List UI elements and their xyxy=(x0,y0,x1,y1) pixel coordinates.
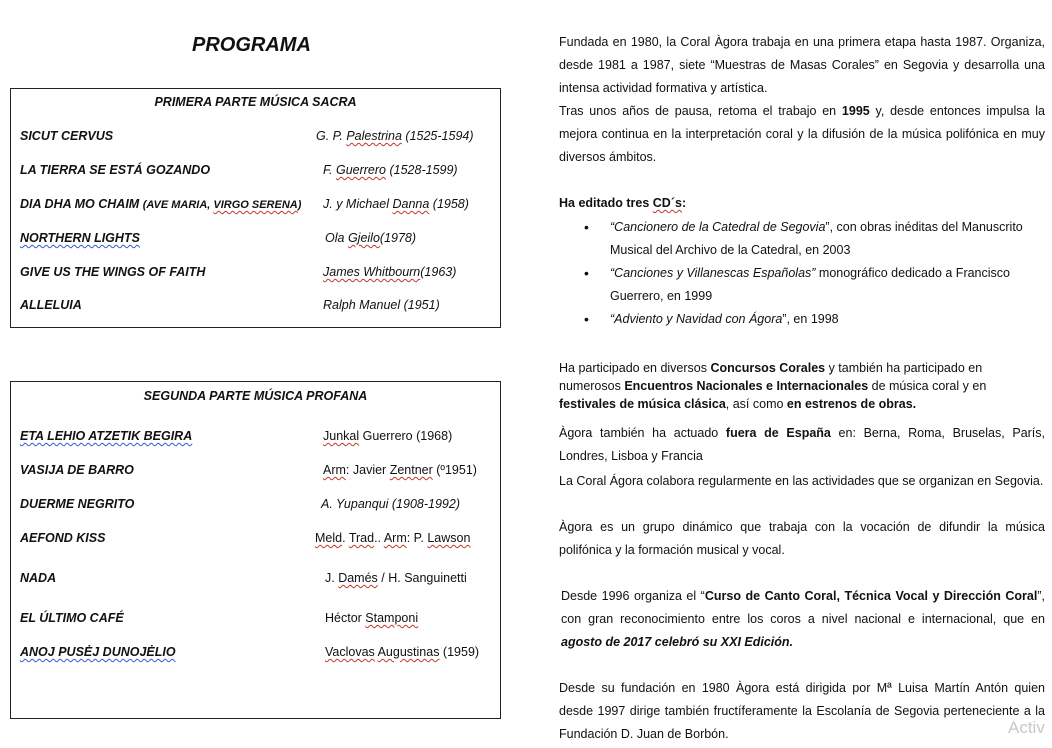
part2-piece-title: DUERME NEGRITO xyxy=(20,497,135,511)
cds-heading: Ha editado tres CD´s: xyxy=(559,196,687,210)
part1-box xyxy=(10,88,501,328)
cd-item: • “Cancionero de la Catedral de Segovia”, con obras inéditas del Manuscrito Musical del Archivo de la Catedral, en 2003 xyxy=(559,216,1045,262)
part2-piece-title: ETA LEHIO ATZETIK BEGIRA xyxy=(20,429,193,443)
part2-piece-composer: A. Yupanqui (1908-1992) xyxy=(321,497,460,511)
part2-piece-composer: Junkal Guerrero (1968) xyxy=(323,429,453,443)
course-paragraph: Desde 1996 organiza el “Curso de Canto Coral, Técnica Vocal y Dirección Coral”, con gran reconocimiento entre los coros a nivel nacional e internacional, que en agosto de 2017 celebró su XXI Edición. xyxy=(561,589,1045,649)
cd-item: • “Adviento y Navidad con Ágora”, en 1998 xyxy=(559,308,1045,331)
abroad-paragraph: Àgora también ha actuado fuera de España en: Berna, Roma, Bruselas, París, Londres, Lisboa y Francia xyxy=(559,426,1046,463)
part1-piece-title: DIA DHA MO CHAIM (AVE MARIA, VIRGO SERENA) xyxy=(20,197,302,211)
part2-piece-title: NADA xyxy=(20,571,57,585)
part2-header: SEGUNDA PARTE MÚSICA PROFANA xyxy=(143,389,368,403)
part2-piece-composer: J. Damés / H. Sanguinetti xyxy=(325,571,467,585)
part2-piece-composer: Arm: Javier Zentner (º1951) xyxy=(323,463,477,477)
cd-item: • “Canciones y Villanescas Españolas” monográfico dedicado a Francisco Guerrero, en 1999 xyxy=(559,262,1045,308)
part1-piece-title: LA TIERRA SE ESTÁ GOZANDO xyxy=(20,163,211,177)
part1-piece-composer: James Whitbourn(1963) xyxy=(323,265,457,279)
part2-piece-composer: Vaclovas Augustinas (1959) xyxy=(325,645,480,659)
part2-piece-title: AEFOND KISS xyxy=(20,531,106,545)
activation-watermark: Activ xyxy=(1008,718,1045,737)
part1-piece-composer: Ralph Manuel (1951) xyxy=(323,298,440,312)
part2-piece-composer: Héctor Stamponi xyxy=(325,611,419,625)
program-title: PROGRAMA xyxy=(192,34,311,56)
director-paragraph: Desde su fundación en 1980 Àgora está dirigida por Mª Luisa Martín Antón quien desde 1997 dirige también fructíferamente la Escolanía de Segovia perteneciente a la Fundación D. Juan de Borbón. xyxy=(559,681,1045,741)
part1-piece-composer: F. Guerrero (1528-1599) xyxy=(323,163,458,177)
dynamic-paragraph: Àgora es un grupo dinámico que trabaja con la vocación de difundir la música polifónica y la formación musical y vocal. xyxy=(559,520,1045,557)
restart-paragraph: Tras unos años de pausa, retoma el trabajo en 1995 y, desde entonces impulsa la mejora continua en la interpretación coral y la difusión de la música polifónica en muy diversos ámbitos. xyxy=(559,104,1045,164)
part2-box xyxy=(10,381,501,719)
contests-paragraph: Ha participado en diversos Concursos Corales y también ha participado en numerosos Encuentros Nacionales e Internacionales de música coral y en festivales de música clásica, así como en estrenos de obras. xyxy=(559,361,987,411)
part2-piece-composer: Meld. Trad.. Arm: P. Lawson xyxy=(315,531,471,545)
part2-piece-title: ANOJ PUSĖJ DUNOJĖLIO xyxy=(20,645,176,659)
founding-paragraph: Fundada en 1980, la Coral Àgora trabaja en una primera etapa hasta 1987. Organiza, desde 1981 a 1987, siete “Muestras de Masas Corales” en Segovia y desarrolla una intensa actividad formativa y artística. xyxy=(559,35,1045,95)
part1-header: PRIMERA PARTE MÚSICA SACRA xyxy=(154,95,357,109)
part1-piece-title: GIVE US THE WINGS OF FAITH xyxy=(20,265,206,279)
part1-piece-composer: Ola Gjeilo(1978) xyxy=(325,231,417,245)
part2-piece-title: EL ÚLTIMO CAFÉ xyxy=(20,611,124,625)
part1-piece-title: NORTHERN LIGHTS xyxy=(20,231,140,245)
part2-piece-title: VASIJA DE BARRO xyxy=(20,463,134,477)
collaboration-paragraph: La Coral Ágora colabora regularmente en las actividades que se organizan en Segovia. xyxy=(559,474,1044,488)
part1-piece-composer: J. y Michael Danna (1958) xyxy=(323,197,469,211)
part1-piece-composer: G. P. Palestrina (1525-1594) xyxy=(316,129,474,143)
part1-piece-title: ALLELUIA xyxy=(20,298,82,312)
part1-piece-title: SICUT CERVUS xyxy=(20,129,114,143)
cds-list xyxy=(559,216,1045,331)
